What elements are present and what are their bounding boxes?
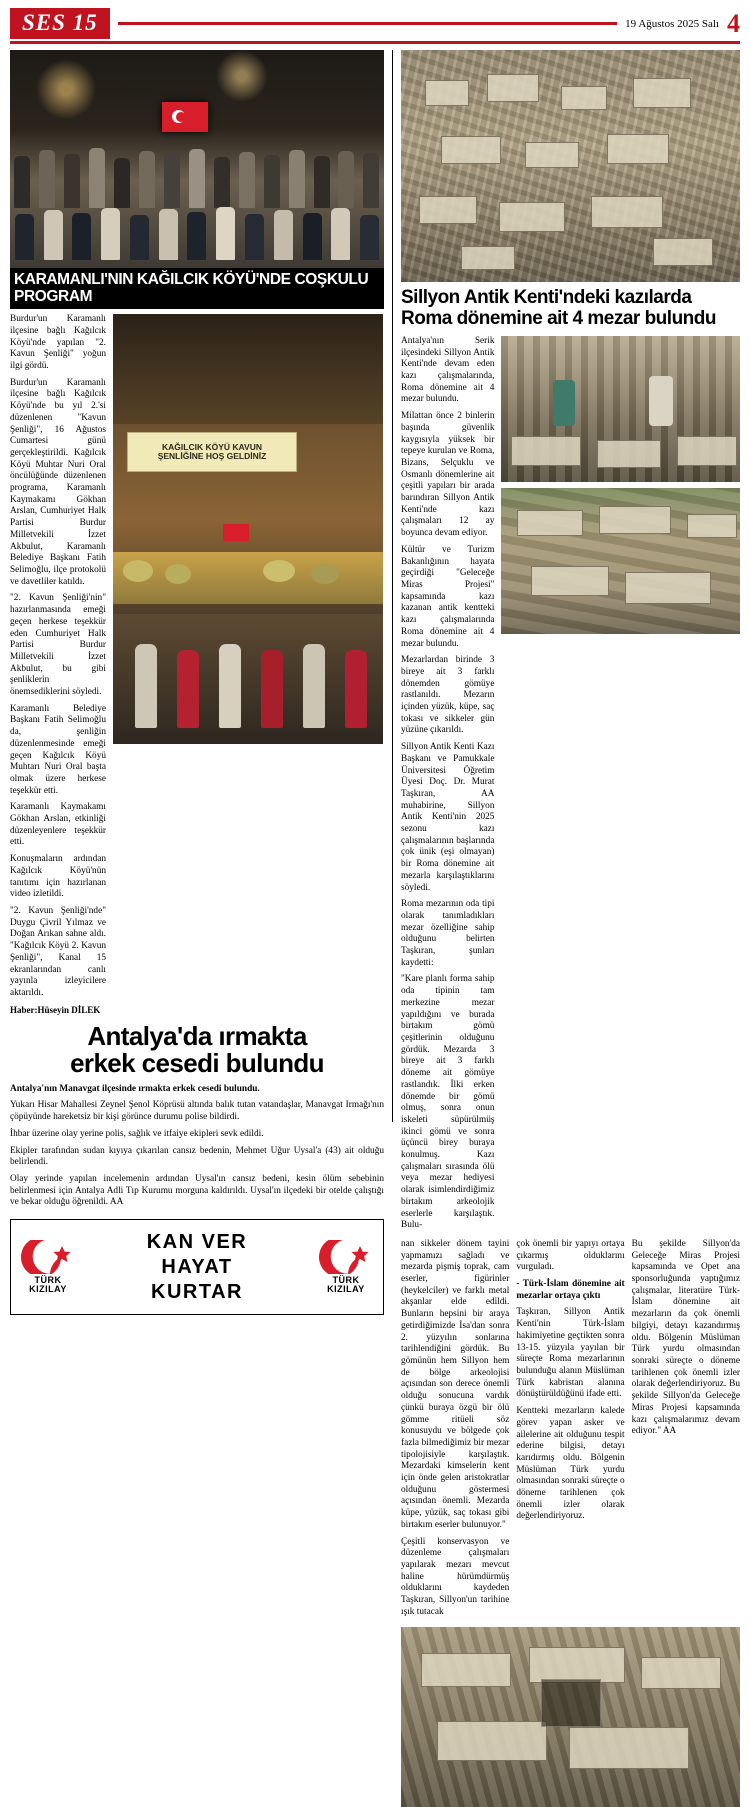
- paragraph: Bu şekilde Sillyon'da Geleceğe Miras Projesi kapsamında ve Opet ana sponsorluğunda yaptığımız çalışmalar, literatüre Türk-İslam dönemine ait mezarların da çok önemli bilgiyi, detayı kazandırmış oldu. Bölgenin Müslüman Türk yurdu olmasından sonraki süreçte o döneme tarihlenen çok önemli izler olarak değerlendiriyoruz. Bu şekilde Sillyon'da Geleceğe Miras Projesi kapsamında kazı çalışmalarımız devam ediyor." AA: [631, 1238, 740, 1437]
- slogan-line-3: KURTAR: [151, 1280, 243, 1303]
- paragraph: Burdur'un Karamanlı ilçesine bağlı Kağılcık Köyü'nde yapılan "2. Kavun Şenliği" yoğun ilgi gördü.: [10, 314, 106, 372]
- paragraph: "Kare planlı forma sahip oda tipinin tam merkezine mezar yapıldığını ve burada birtakım gömü çeşitlerinin olduğunu gördük. Mezarda 3 bireye ait 3 farklı döneme ait gömüye rastlandık. İlki erken dönemde bir gömü olmuş, sonra onun iskeleti süpürülmüş ikinci gömü ve sonra üçüncü birey buraya konulmuş. Kazı çalışmaları sırasında ölü veya mezar hediyesi olarak isimlendirdiğimiz birtakım arkeolojik eserlerle karşılaştık. Bulu-: [401, 974, 495, 1231]
- publication-logo: SES 15: [10, 8, 110, 39]
- produce-table: [113, 552, 383, 604]
- festival-banner-line1: KAĞILCIK KÖYÜ KAVUN: [162, 441, 262, 452]
- org-line-1: TÜRK: [332, 1274, 360, 1285]
- kizilay-logo-left: [21, 1240, 75, 1295]
- photo-tomb-closeup: [401, 1627, 740, 1807]
- paragraph: "2. Kavun Şenliği'nin" hazırlanmasında emeği geçen herkese teşekkür eden Cumhuriyet Halk Partisi Burdur Milletvekili İzzet Akbulut, bu gibi şenliklerin önemsediklerini söyledi.: [10, 593, 106, 698]
- paragraph: İhbar üzerine olay yerine polis, sağlık ve itfaiye ekipleri sevk edildi.: [10, 1128, 264, 1139]
- article-text-column-1: [401, 336, 494, 1237]
- paragraph: Ekipler tarafından sudan kıyıya çıkarılan cansız bedenin, Mehmet Uğur Uysal'a (43) ait olduğu belirlendi.: [10, 1145, 384, 1168]
- dancer: [219, 644, 241, 728]
- dancer: [135, 644, 157, 728]
- article-lower-columns: [401, 1239, 740, 1624]
- red-crescent-icon: [319, 1240, 373, 1274]
- audience: [113, 314, 383, 424]
- archaeologist: [553, 380, 575, 426]
- paragraph: Burdur'un Karamanlı ilçesine bağlı Kağılcık Köyü'nde bu yıl 2.'si düzenlenen "Kavun Şenliği", 16 Ağustos Cumartesi günü gerçekleştirildi. Kağılcık Köyü Muhtar Nuri Oral öncülüğünde düzenlenen programa, Karamanlı Kaymakamı Gökhan Arslan, Cumhuriyet Halk Partisi Burdur Milletvekili İzzet Akbulut, Karamanlı Belediye Başkanı Fatih Selimoğlu, ilçe protokolü ve davetliler katıldı.: [10, 377, 106, 587]
- paragraph: Karamanlı Kaymakamı Gökhan Arslan, etkinliği düzenleyenlere teşekkür etti.: [10, 802, 106, 848]
- archaeologist: [649, 376, 673, 426]
- org-line-1: TÜRK: [34, 1274, 62, 1285]
- photo-village-program: [10, 50, 384, 268]
- photo-caption-banner: KARAMANLI'NIN KAĞILCIK KÖYÜ'NDE COŞKULU PROGRAM: [10, 268, 384, 309]
- paragraph: Yukarı Hisar Mahallesi Zeynel Şenol Köprüsü altında balık tutan vatandaşlar, Manavgat Irmağı'nın çöpüyünde hareketsiz bir kişi görünce durumu polise bildirdi.: [10, 1100, 384, 1123]
- paragraph: Milattan önce 2 binlerin başında güvenlik kaygısıyla yüksek bir tepeye kurulan ve Roma, Bizans, Selçuklu ve Osmanlı dönemlerine ait çeşitli yapıları bir arada barındıran Sillyon Antik Kenti'nde kazı çalışmaları 12 ay boyunca devam ediyor.: [401, 411, 495, 539]
- right-column: [392, 50, 740, 1617]
- page-number: 4: [727, 8, 740, 38]
- photo-stack: [501, 336, 740, 1237]
- article-body-top: [10, 314, 384, 1014]
- article-text-column: [10, 314, 106, 1014]
- paragraph: Taşkıran, Sillyon Antik Kenti'nin Türk-İslam hakimiyetine geçtikten sonra 13-15. yüzyıla yayılan bir süreçte Roma mezarlarının bulunduğu alanın Müslüman Türk kabristan alanına dönüştürüldüğünü ifade etti.: [516, 1307, 625, 1400]
- kizilay-label-right: [319, 1276, 373, 1295]
- red-crescent-svg: [319, 1240, 373, 1274]
- article-text-column-4: [632, 1239, 740, 1624]
- tomb-chamber: [541, 1679, 601, 1727]
- masthead-rule: [118, 22, 617, 25]
- headline-line-2: erkek cesedi bulundu: [70, 1048, 324, 1079]
- subheading: - Türk-İslam dönemine ait mezarlar ortaya çıktı: [516, 1279, 625, 1301]
- ad-slogan: [147, 1230, 248, 1305]
- dancer: [345, 650, 367, 728]
- lead-paragraph: Antalya'nın Manavgat ilçesinde ırmakta erkek cesedi bulundu.: [10, 1083, 260, 1094]
- dancer: [261, 650, 283, 728]
- masthead: [10, 8, 740, 44]
- slogan-line-2: HAYAT: [161, 1255, 233, 1278]
- headline-antalya: [10, 1020, 384, 1079]
- dancer: [177, 650, 199, 728]
- headline-sillyon: [401, 288, 740, 330]
- photo-melon-festival: [113, 314, 383, 744]
- paragraph: Olay yerinde yapılan incelemenin ardından Uysal'ın cansız bedeni, kesin ölüm sebebinin belirlenmesi için Antalya Adli Tıp Kurumu morguna kaldırıldı. Uysal'ın ilçedeki bir otelde çalıştığı ve bekar olduğu öğrenildi. AA: [10, 1173, 384, 1208]
- paragraph: Kentteki mezarların kalede görev yapan asker ve ailelerine ait olduğunu tespit ederine bilgisi, detayı karıdırmış oldu. Bölgenin Müslüman Türk yurdu olmasından sonraki süreçte o döneme tarihlenen çok önemli izler olarak değerlendiriyoruz.: [516, 1406, 625, 1522]
- paragraph: Roma mezarının oda tipi olarak tanımladıkları mezar özelliğine sahip olduğunu belirten Taşkıran, şunları kaydetti:: [401, 899, 495, 968]
- article-body-antalya: [10, 1084, 384, 1209]
- photo-sillyon-aerial: [401, 50, 740, 282]
- paragraph: Mezarlardan birinde 3 bireye ait 3 farklı dönemden gömüye rastlanıldı. Mezarın içinden yüzük, küpe, saç tokası ve sikkeler gün yüzüne çıkarıldı.: [401, 655, 495, 736]
- publication-date: 19 Ağustos 2025 Salı: [625, 17, 719, 30]
- byline: Haber:Hüseyin DİLEK: [10, 1004, 101, 1015]
- headline-line-1: Sillyon Antik Kenti'ndeki kazılarda: [401, 287, 692, 309]
- paragraph: Antalya'nın Serik ilçesindeki Sillyon Antik Kenti'nde devam eden kazı çalışmalarında, Roma dönemine ait 4 mezar bulundu.: [401, 335, 495, 405]
- red-crescent-svg: [21, 1240, 75, 1274]
- paragraph: Konuşmaların ardından Kağılcık Köyü'nün tanıtımı için hazırlanan video izletildi.: [10, 854, 106, 900]
- slogan-line-1: KAN VER: [146, 1230, 248, 1253]
- paragraph: nan sikkeler dönem tayini yapmamızı sağladı ve mezarda pişmiş toprak, cam eserler, figürinler (heykelciler) ve farklı metal akşanlar elde edildi. Bunların hepsini bir araya getirdiğimizde İsa'dan sonra 2. yüzyılın sonlarına tarihlendiğini gördük. Bu gömünün hem Sillyon hem de bölge arkeolojisi açısından son derece önemli olduğu sonucuna vardık çünkü buraya özgü bir ölü gömme ritüeli söz konusuydu ve bölgede çok fazla bilmediğimiz bir mezar tipolojisiyle karşılaştık. Mezardaki kimselerin kent için önde gelen aristokratlar olduğunu göstermesi açısından önemli. Mezarda küpe, yüzük, saç tokası gibi birtakım eserler bulunuyor.": [401, 1238, 510, 1530]
- turkish-flag-icon: [162, 102, 208, 132]
- photo-excavation-site: [501, 488, 740, 634]
- paragraph: Karamanlı Belediye Başkanı Fatih Selimoğlu da, şenliğin düzenlenmesinde emeği geçen Kağılcık Köyü Muhtarı Nuri Oral başta olmak üzere herkese teşekkür etti.: [10, 703, 106, 796]
- kizilay-label-left: [21, 1276, 75, 1295]
- kizilay-logo-right: [319, 1240, 373, 1295]
- org-line-2: KIZILAY: [327, 1284, 365, 1295]
- festival-banner: [127, 432, 297, 472]
- paragraph: Çeşitli konservasyon ve düzenleme çalışmaları yapılarak mezarı mevcut haline hürümdürmüş olduklarını kaydeden Taşkıran, Sillyon'un tarihine ışık tutacak: [401, 1536, 510, 1617]
- photo-tomb-excavation: [501, 336, 740, 482]
- table-flag-icon: [223, 524, 249, 541]
- festival-banner-line2: ŞENLİĞİNE HOŞ GELDİNİZ: [157, 451, 267, 462]
- red-crescent-icon: [21, 1240, 75, 1274]
- page-columns: [10, 50, 740, 1617]
- paragraph: Kültür ve Turizm Bakanlığının hayata geçirdiği "Geleceğe Miras Projesi" kapsamında kazı kazanan antik kentteki kazı çalışmalarında Roma dönemine ait 4 mezar bulundu.: [401, 544, 495, 649]
- paragraph: "2. Kavun Şenliği'nde" Duygu Çivril Yılmaz ve Doğan Arıkan sahne aldı. "Kağılcık Köyü 2. Kavun Şenliği", Kanal 15 ekranlarından canlı yayınla izleyicilere aktarıldı.: [10, 905, 106, 998]
- article-text-column-2: [401, 1239, 509, 1624]
- paragraph: çok önemli bir yapıyı ortaya çıkarmış olduklarını vurguladı.: [516, 1238, 625, 1273]
- article-upper-block: [401, 336, 740, 1237]
- paragraph: Sillyon Antik Kenti Kazı Başkanı ve Pamukkale Üniversitesi Öğretim Üyesi Doç. Dr. Murat Taşkıran, AA muhabirine, Sillyon Antik Kenti'nin 2025 sezonu kazı çalışmalarının başlarında çok ünik (eşi olmayan) bir Roma dönemine ait mezarla karşılaştıklarını söyledi.: [401, 742, 495, 893]
- blood-donation-ad: [10, 1219, 384, 1315]
- headline-line-1: Antalya'da ırmakta: [87, 1020, 307, 1051]
- article-text-column-3: [516, 1239, 624, 1624]
- headline-line-2: Roma dönemine ait 4 mezar bulundu: [401, 308, 716, 330]
- org-line-2: KIZILAY: [29, 1284, 67, 1295]
- left-column: [10, 50, 384, 1303]
- dancer: [303, 644, 325, 728]
